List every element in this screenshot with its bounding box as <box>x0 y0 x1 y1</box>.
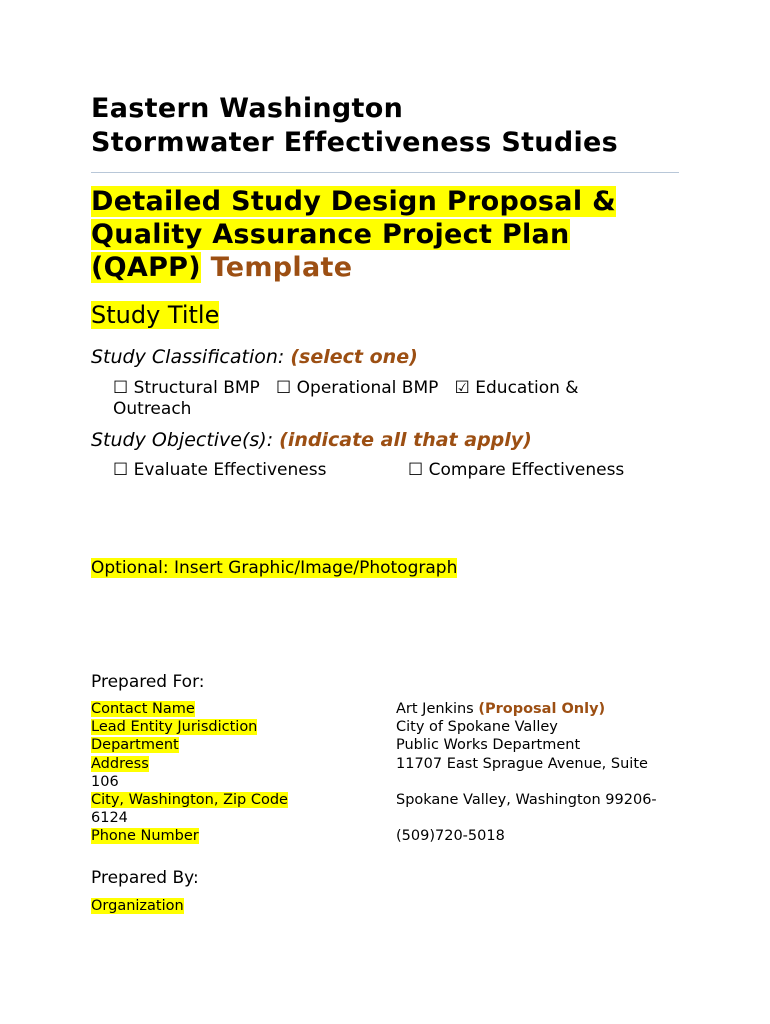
organization-placeholder[interactable] <box>91 897 184 915</box>
prepared-for-example <box>396 700 696 846</box>
example-city: City of Spokane Valley <box>396 719 558 736</box>
classification-hint: (select one) <box>290 346 418 368</box>
main-title-qapp: (QAPP) <box>91 252 201 283</box>
study-objectives-label <box>91 428 532 452</box>
objectives-hint: (indicate all that apply) <box>279 429 532 451</box>
classification-label-text: Study Classification: <box>91 346 291 368</box>
optional-graphic-placeholder[interactable] <box>91 557 457 579</box>
example-proposal-note: (Proposal Only) <box>478 701 606 717</box>
checkbox-compare-effectiveness[interactable]: ☐ <box>408 460 424 480</box>
main-title-template: Template <box>200 252 353 283</box>
objective-evaluate-label: Evaluate Effectiveness <box>133 460 327 480</box>
lead-entity-field[interactable]: Lead Entity Jurisdiction <box>91 719 258 736</box>
example-department: Public Works Department <box>396 737 581 754</box>
contact-name-field[interactable]: Contact Name <box>91 701 195 717</box>
objective-evaluate <box>113 460 326 481</box>
checkbox-operational-bmp[interactable]: ☐ <box>276 378 292 398</box>
prepared-by-label: Prepared By: <box>91 868 199 888</box>
city-state-zip-field[interactable]: City, Washington, Zip Code <box>91 792 288 809</box>
option-structural-bmp-label: Structural BMP <box>133 378 260 398</box>
phone-number-field[interactable]: Phone Number <box>91 828 199 845</box>
header-line-2: Stormwater Effectiveness Studies <box>91 127 618 158</box>
example-contact-name: Art Jenkins <box>396 701 479 717</box>
study-classification-label <box>91 345 418 369</box>
checkbox-evaluate-effectiveness[interactable]: ☐ <box>113 460 129 480</box>
example-address: 11707 East Sprague Avenue, Suite <box>396 755 648 772</box>
study-title-text: Study Title <box>91 301 220 329</box>
address-wrap-text: 106 <box>91 773 119 790</box>
study-title-placeholder[interactable] <box>91 299 219 331</box>
objective-compare <box>408 460 624 481</box>
objectives-label-text: Study Objective(s): <box>91 429 280 451</box>
city-wrap-text: 6124 <box>91 810 128 827</box>
header-divider <box>91 172 679 173</box>
prepared-for-placeholders <box>91 700 321 846</box>
example-city-state: Spokane Valley, Washington 99206- <box>396 792 657 809</box>
main-title <box>91 185 691 284</box>
checkbox-structural-bmp[interactable]: ☐ <box>113 378 129 398</box>
objective-compare-label: Compare Effectiveness <box>428 460 625 480</box>
checkbox-education-outreach[interactable]: ☑ <box>454 378 470 398</box>
document-header <box>91 92 691 160</box>
optional-graphic-text: Optional: Insert Graphic/Image/Photograph <box>91 558 458 578</box>
option-education-label: Education & <box>475 378 579 398</box>
example-phone: (509)720-5018 <box>396 828 505 845</box>
header-line-1: Eastern Washington <box>91 93 404 124</box>
classification-options <box>113 378 579 420</box>
main-title-line-2: Quality Assurance Project Plan <box>91 219 570 250</box>
option-education-wrap: Outreach <box>113 399 192 419</box>
prepared-for-label: Prepared For: <box>91 672 205 692</box>
option-operational-bmp-label: Operational BMP <box>296 378 439 398</box>
main-title-line-1: Detailed Study Design Proposal & <box>91 186 616 217</box>
department-field[interactable]: Department <box>91 737 179 754</box>
address-field[interactable]: Address <box>91 755 149 772</box>
organization-field: Organization <box>91 898 184 914</box>
